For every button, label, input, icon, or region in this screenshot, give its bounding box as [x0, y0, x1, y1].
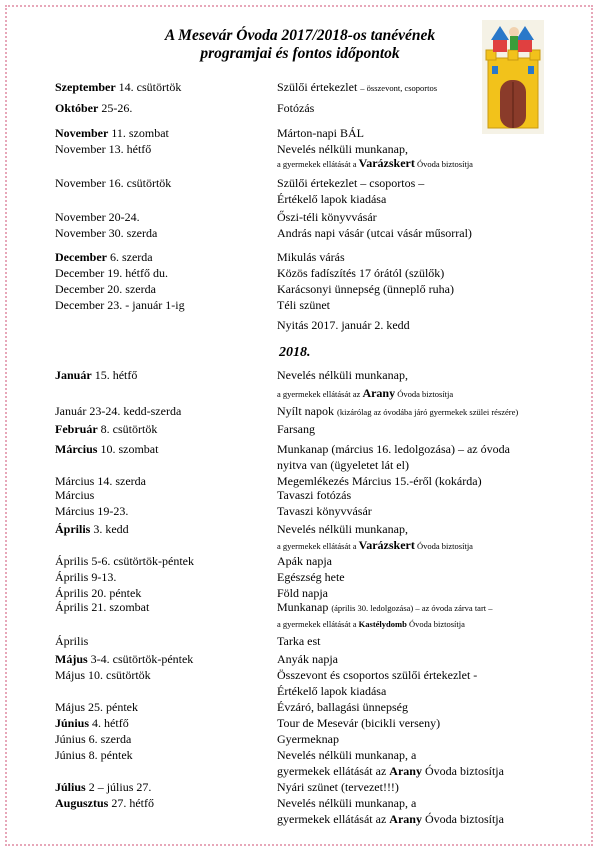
schedule-month: Augusztus: [55, 796, 109, 810]
schedule-date-text: 6. szerda: [106, 250, 153, 264]
schedule-event: [277, 192, 386, 207]
schedule-month: November: [55, 126, 109, 140]
schedule-date: [55, 101, 132, 116]
schedule-date-text: November 30. szerda: [55, 226, 158, 240]
event-text: Értékelő lapok kiadása: [277, 192, 387, 206]
schedule-event: [277, 282, 454, 297]
schedule-date: [55, 80, 181, 95]
schedule-row: [55, 652, 555, 667]
schedule-row: [55, 458, 555, 473]
schedule-date: [55, 226, 157, 241]
schedule-date: [55, 368, 137, 383]
schedule-row: [55, 210, 555, 225]
schedule-event: [277, 80, 437, 96]
schedule-date-text: Június 6. szerda: [55, 732, 132, 746]
schedule-event: [277, 732, 339, 747]
event-text: Farsang: [277, 422, 315, 436]
schedule-event: [277, 504, 372, 519]
schedule-date: [55, 796, 154, 811]
schedule-date: [55, 652, 193, 667]
event-highlight: Arany: [362, 386, 396, 400]
schedule-month: Június: [55, 716, 90, 730]
event-text: Anyák napja: [277, 652, 338, 666]
event-text: Megemlékezés Március 15.-éről (kokárda): [277, 474, 482, 488]
event-text: Fotózás: [277, 101, 315, 115]
schedule-date: [55, 126, 169, 141]
schedule-row: [55, 700, 555, 715]
schedule-date: [55, 570, 116, 585]
event-text: Nevelés nélküli munkanap, a: [277, 748, 417, 762]
schedule-date-text: November 20-24.: [55, 210, 140, 224]
schedule-date-text: 8. csütörtök: [97, 422, 158, 436]
schedule-row: [55, 156, 555, 171]
event-text: Nyitás 2017. január 2. kedd: [277, 318, 410, 332]
schedule-event: [277, 474, 482, 489]
schedule-row: [55, 812, 555, 827]
schedule-date-text: 27. hétfő: [108, 796, 155, 810]
schedule-date-text: 10. szombat: [97, 442, 159, 456]
event-text: – összevont, csoportos: [360, 83, 438, 93]
schedule-date: [55, 716, 129, 731]
schedule-row: [55, 250, 555, 265]
schedule-row: [55, 522, 555, 537]
event-text: Őszi-téli könyvvásár: [277, 210, 377, 224]
schedule-row: [55, 80, 555, 95]
schedule-event: [277, 812, 504, 827]
schedule-event: [277, 616, 465, 632]
schedule-event: [277, 101, 314, 116]
event-text: Föld napja: [277, 586, 328, 600]
schedule-date-text: 11. szombat: [108, 126, 169, 140]
schedule-month: December: [55, 250, 107, 264]
schedule-row: [55, 142, 555, 157]
event-highlight: Kastélydomb: [358, 619, 407, 629]
document-title-line-2: programjai és fontos időpontok: [200, 45, 400, 62]
schedule-event: [277, 796, 416, 811]
schedule-date-text: Május 25. péntek: [55, 700, 138, 714]
schedule-row: [55, 101, 555, 116]
event-text: Nevelés nélküli munkanap,: [277, 522, 408, 536]
schedule-date-text: 25-26.: [98, 101, 133, 115]
event-text: (kizárólag az óvodába járó gyermekek szülei részére): [337, 407, 519, 417]
schedule-event: [277, 522, 408, 537]
schedule-date-text: November 16. csütörtök: [55, 176, 172, 190]
schedule-row: [55, 318, 555, 333]
schedule-event: [277, 266, 444, 281]
schedule-date: [55, 600, 149, 615]
schedule-event: [277, 700, 408, 715]
event-text: Értékelő lapok kiadása: [277, 684, 387, 698]
event-highlight: Arany: [389, 812, 422, 826]
event-text: Közös fadíszítés 17 órától (szülők): [277, 266, 445, 280]
schedule-date: [55, 266, 168, 281]
schedule-month: Október: [55, 101, 99, 115]
schedule-date: [55, 210, 140, 225]
schedule-row: [55, 226, 555, 241]
event-text: a gyermekek ellátását a: [277, 619, 359, 629]
schedule-date-text: December 23. - január 1-ig: [55, 298, 185, 312]
event-text: Évzáró, ballagási ünnepség: [277, 700, 408, 714]
schedule-row: [55, 368, 555, 383]
schedule-event: [277, 176, 424, 191]
schedule-row: [55, 554, 555, 569]
schedule-date: [55, 748, 133, 763]
schedule-event: [277, 142, 408, 157]
schedule-event: [277, 488, 351, 503]
schedule-row: [55, 668, 555, 683]
schedule-month: Szeptember: [55, 80, 116, 94]
schedule-date-text: Január 23-24. kedd-szerda: [55, 404, 182, 418]
event-text: Óvoda biztosítja: [406, 619, 465, 629]
castle-illustration: [480, 18, 546, 136]
event-text: Nevelés nélküli munkanap,: [277, 142, 408, 156]
event-text: Óvoda biztosítja: [421, 812, 504, 826]
schedule-event: [277, 652, 338, 667]
schedule-date-text: Március 14. szerda: [55, 474, 146, 488]
schedule-date-text: 15. hétfő: [91, 368, 138, 382]
schedule-date-text: Március 19-23.: [55, 504, 129, 518]
event-text: Óvoda biztosítja: [395, 389, 454, 399]
schedule-event: [277, 442, 510, 457]
schedule-event: [277, 586, 328, 601]
event-text: Apák napja: [277, 554, 332, 568]
event-text: Egészség hete: [277, 570, 345, 584]
schedule-event: [277, 764, 504, 779]
schedule-date: [55, 732, 131, 747]
event-text: Nyílt napok: [277, 404, 337, 418]
schedule-event: [277, 600, 493, 616]
schedule-row: [55, 422, 555, 437]
schedule-date-text: Március: [55, 488, 95, 502]
schedule-event: [277, 538, 473, 554]
event-text: Tavaszi könyvvásár: [277, 504, 372, 518]
schedule-date: [55, 422, 157, 437]
schedule-row: [55, 442, 555, 457]
schedule-date: [55, 504, 128, 519]
event-text: Nevelés nélküli munkanap,: [277, 368, 408, 382]
schedule-month: Július: [55, 780, 86, 794]
event-text: Márton-napi BÁL: [277, 126, 364, 140]
schedule-event: [277, 554, 332, 569]
schedule-row: [55, 764, 555, 779]
schedule-row: [55, 732, 555, 747]
schedule-date-text: Április 9-13.: [55, 570, 117, 584]
event-text: Nevelés nélküli munkanap, a: [277, 796, 417, 810]
schedule-date-text: Április 20. péntek: [55, 586, 142, 600]
schedule-event: [277, 368, 408, 383]
schedule-row: [55, 474, 555, 489]
event-text: Óvoda biztosítja: [414, 541, 473, 551]
event-text: Téli szünet: [277, 298, 330, 312]
schedule-date-text: Április 5-6. csütörtök-péntek: [55, 554, 194, 568]
schedule-row: [55, 586, 555, 601]
event-text: Szülői értekezlet: [277, 80, 361, 94]
schedule-row: [55, 780, 555, 795]
schedule-row: [55, 538, 555, 553]
event-text: nyitva van (ügyeletet lát el): [277, 458, 409, 472]
event-text: Munkanap: [277, 600, 332, 614]
schedule-event: [277, 298, 330, 313]
event-text: a gyermekek ellátását a: [277, 541, 359, 551]
event-text: Mikulás várás: [277, 250, 345, 264]
schedule-date-text: December 19. hétfő du.: [55, 266, 168, 280]
schedule-month: Február: [55, 422, 98, 436]
schedule-row: [55, 570, 555, 585]
schedule-event: [277, 422, 315, 437]
schedule-date: [55, 634, 88, 649]
event-text: a gyermekek ellátását az: [277, 389, 363, 399]
schedule-event: [277, 684, 386, 699]
schedule-date: [55, 554, 194, 569]
schedule-date: [55, 298, 185, 313]
schedule-row: [55, 684, 555, 699]
schedule-event: [277, 404, 518, 420]
schedule-date-text: 3. kedd: [90, 522, 129, 536]
schedule-event: [277, 748, 416, 763]
schedule-row: [55, 192, 555, 207]
schedule-date: [55, 404, 181, 419]
schedule-row: [55, 600, 555, 615]
schedule-date: [55, 586, 141, 601]
schedule-row: [55, 282, 555, 297]
event-text: Óvoda biztosítja: [421, 764, 504, 778]
schedule-date: [55, 488, 94, 503]
schedule-row: [55, 404, 555, 419]
event-highlight: Varázskert: [358, 538, 415, 552]
schedule-row: [55, 616, 555, 631]
schedule-row: [55, 716, 555, 731]
schedule-row: [55, 796, 555, 811]
schedule-row: [55, 634, 555, 649]
event-text: a gyermekek ellátását a: [277, 159, 359, 169]
schedule-date: [55, 250, 153, 265]
schedule-row: [55, 126, 555, 141]
schedule-event: [277, 250, 345, 265]
schedule-event: [277, 226, 472, 241]
schedule-event: [277, 318, 410, 333]
schedule-date-text: 3-4. csütörtök-péntek: [87, 652, 194, 666]
event-text: gyermekek ellátását az: [277, 812, 390, 826]
schedule-date: [55, 442, 158, 457]
event-highlight: Varázskert: [358, 156, 415, 170]
schedule-date: [55, 668, 151, 683]
schedule-date: [55, 176, 171, 191]
schedule-row: [55, 266, 555, 281]
schedule-date-text: Június 8. péntek: [55, 748, 133, 762]
schedule-month: Május: [55, 652, 88, 666]
schedule-date: [55, 700, 138, 715]
event-text: Tarka est: [277, 634, 321, 648]
schedule-month: Március: [55, 442, 98, 456]
event-text: (április 30. ledolgozása) – az óvoda zárva tart –: [331, 603, 493, 613]
event-text: Tavaszi fotózás: [277, 488, 352, 502]
schedule-event: [277, 570, 345, 585]
schedule-date-text: 14. csütörtök: [115, 80, 182, 94]
schedule-event: [277, 780, 399, 795]
schedule-row: [55, 298, 555, 313]
event-text: András napi vásár (utcai vásár műsorral): [277, 226, 472, 240]
event-text: Munkanap (március 16. ledolgozása) – az óvoda: [277, 442, 510, 456]
event-text: Szülői értekezlet – csoportos –: [277, 176, 425, 190]
schedule-date: [55, 522, 129, 537]
year-heading-2018: 2018.: [279, 345, 311, 360]
schedule-date-text: November 13. hétfő: [55, 142, 152, 156]
schedule-date-text: 2 – július 27.: [85, 780, 152, 794]
schedule-date: [55, 474, 146, 489]
schedule-row: [55, 176, 555, 191]
schedule-event: [277, 126, 364, 141]
event-text: Óvoda biztosítja: [414, 159, 473, 169]
schedule-event: [277, 386, 453, 402]
schedule-row: [55, 386, 555, 401]
schedule-date-text: Május 10. csütörtök: [55, 668, 151, 682]
event-text: Összevont és csoportos szülői értekezlet -: [277, 668, 478, 682]
schedule-event: [277, 634, 320, 649]
schedule-row: [55, 488, 555, 503]
schedule-date-text: Április 21. szombat: [55, 600, 150, 614]
schedule-date-text: 4. hétfő: [89, 716, 129, 730]
schedule-event: [277, 210, 377, 225]
schedule-month: Április: [55, 522, 91, 536]
schedule-event: [277, 716, 440, 731]
schedule-date-text: Április: [55, 634, 89, 648]
schedule-event: [277, 458, 409, 473]
schedule-date-text: December 20. szerda: [55, 282, 156, 296]
event-text: gyermekek ellátását az: [277, 764, 390, 778]
schedule-row: [55, 504, 555, 519]
document-title-line-1: A Mesevár Óvoda 2017/2018-os tanévének: [164, 27, 436, 44]
event-text: Nyári szünet (tervezet!!!): [277, 780, 399, 794]
schedule-month: Január: [55, 368, 92, 382]
schedule-event: [277, 668, 477, 683]
schedule-event: [277, 156, 473, 172]
schedule-date: [55, 142, 151, 157]
schedule-date: [55, 780, 151, 795]
event-text: Karácsonyi ünnepség (ünneplő ruha): [277, 282, 454, 296]
event-highlight: Arany: [389, 764, 422, 778]
event-text: Tour de Mesevár (bicikli verseny): [277, 716, 441, 730]
schedule-date: [55, 282, 156, 297]
schedule-row: [55, 748, 555, 763]
event-text: Gyermeknap: [277, 732, 339, 746]
